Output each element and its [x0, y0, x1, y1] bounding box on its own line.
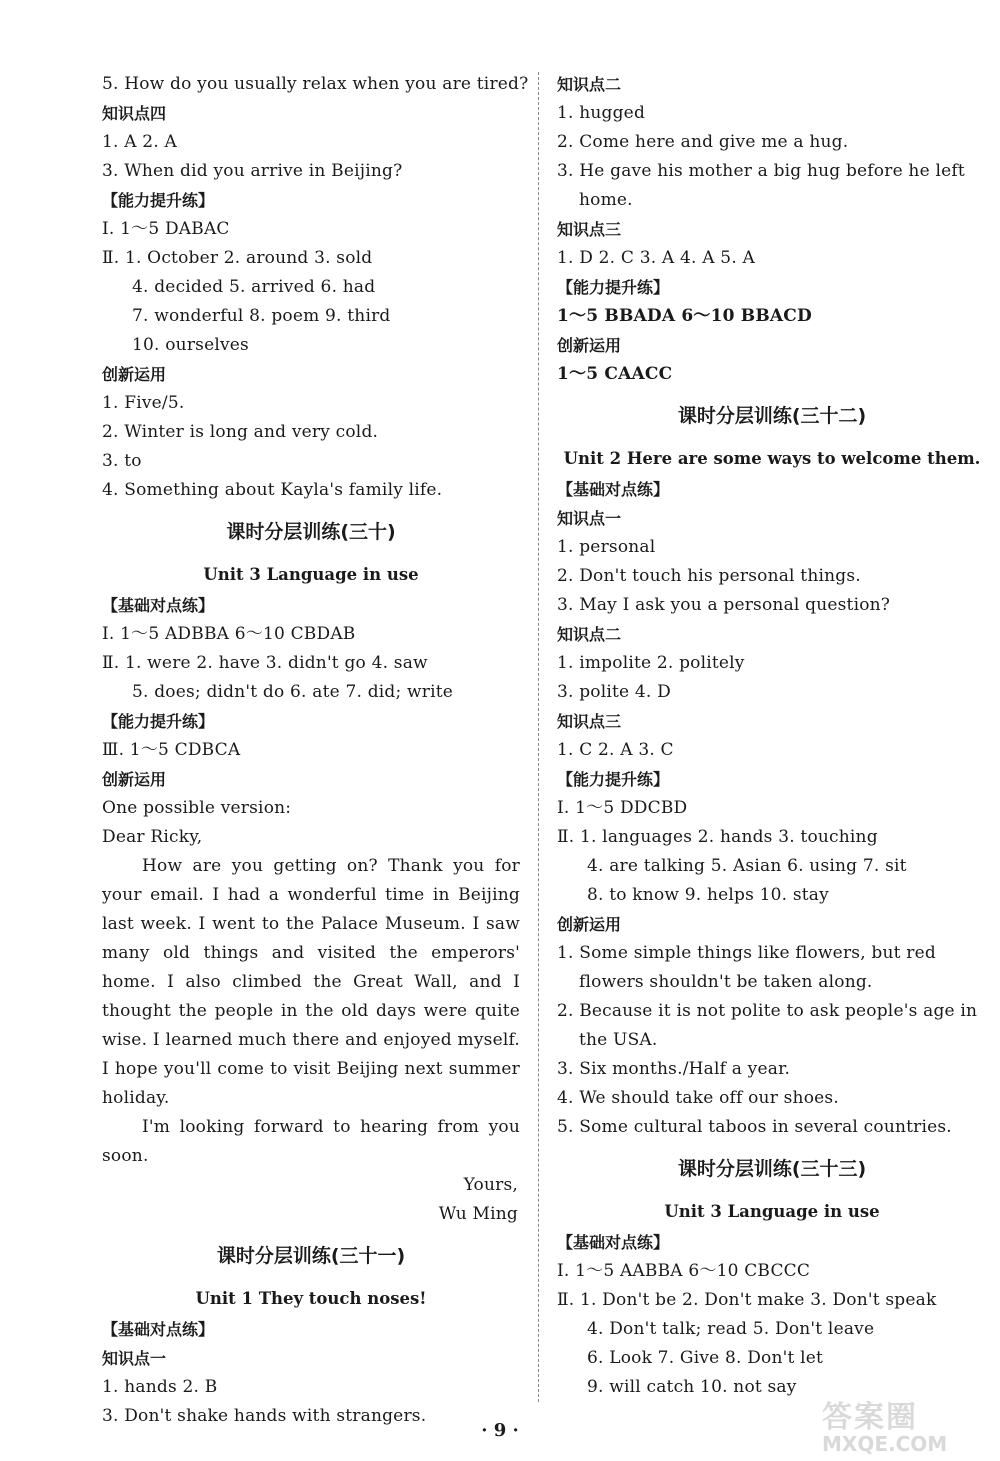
answer-line: Ⅲ. 1～5 CDBCA: [102, 740, 241, 760]
section-heading: 创新运用: [102, 365, 167, 384]
answer-line: 3. to: [102, 451, 142, 471]
answer-line: 4. Don't talk; read 5. Don't leave: [587, 1319, 875, 1339]
answer-line: Ⅰ. 1～5 ADBBA 6～10 CBDAB: [102, 624, 356, 644]
answer-line: 1. hugged: [557, 103, 646, 123]
letter-paragraph: I'm looking forward to hearing from you soon.: [102, 1117, 520, 1166]
answer-line: 8. to know 9. helps 10. stay: [587, 885, 829, 905]
answer-line: Dear Ricky,: [102, 827, 203, 847]
lesson-title: 课时分层训练(三十三): [677, 1158, 867, 1180]
answer-line: 3. May I ask you a personal question?: [557, 595, 891, 615]
answer-line: One possible version:: [102, 798, 292, 818]
letter-signature: Wu Ming: [438, 1204, 518, 1224]
answer-line: 9. will catch 10. not say: [587, 1377, 797, 1397]
answer-line: 1～5 CAACC: [557, 364, 673, 384]
section-heading: 【基础对点练】: [557, 1233, 670, 1252]
answer-line: 1. hands 2. B: [102, 1377, 218, 1397]
answer-line: 1. D 2. C 3. A 4. A 5. A: [557, 248, 756, 268]
answer-line: 3. Don't shake hands with strangers.: [102, 1406, 427, 1426]
section-heading: 知识点三: [557, 220, 622, 239]
answer-line: Ⅱ. 1. Don't be 2. Don't make 3. Don't speak: [557, 1290, 937, 1310]
unit-heading: Unit 2 Here are some ways to welcome them.: [563, 449, 981, 468]
answer-line: 1. Five/5.: [102, 393, 185, 413]
section-heading: 创新运用: [557, 336, 622, 355]
section-heading: 创新运用: [102, 770, 167, 789]
letter-paragraph: How are you getting on? Thank you for your email. I had a wonderful time in Beijing last week. I went to the Palace Museum. I saw many old things and visited the emperors' home. I also climbed the Great Wall, and I thought the people in the old days were quite wise. I learned much there and enjoyed myself. I hope you'll come to visit Beijing next summer holiday.: [102, 856, 520, 1108]
watermark-url: MXQE.COM: [822, 1432, 948, 1456]
section-heading: 【能力提升练】: [102, 191, 215, 210]
answer-line: 1. impolite 2. politely: [557, 653, 745, 673]
watermark-logo: [822, 1392, 992, 1454]
unit-heading: Unit 3 Language in use: [203, 565, 419, 584]
answer-line: 1. A 2. A: [102, 132, 178, 152]
answer-line: 2. Come here and give me a hug.: [557, 132, 849, 152]
answer-line: 1. Some simple things like flowers, but red flowers shouldn't be taken along.: [557, 943, 936, 992]
answer-line: 2. Because it is not polite to ask people's age in the USA.: [557, 1001, 978, 1050]
lesson-title: 课时分层训练(三十): [226, 521, 396, 543]
answer-line: 3. When did you arrive in Beijing?: [102, 161, 403, 181]
answer-line: 5. Some cultural taboos in several countries.: [557, 1117, 952, 1137]
answer-line: 2. Winter is long and very cold.: [102, 422, 379, 442]
section-heading: 知识点一: [102, 1349, 167, 1368]
section-heading: 【基础对点练】: [557, 480, 670, 499]
lesson-title: 课时分层训练(三十二): [677, 405, 867, 427]
section-heading: 【能力提升练】: [557, 770, 670, 789]
answer-line: Ⅰ. 1～5 DABAC: [102, 219, 230, 239]
unit-heading: Unit 3 Language in use: [664, 1202, 880, 1221]
watermark-text: 答案圈: [822, 1400, 918, 1435]
section-heading: 【基础对点练】: [102, 1320, 215, 1339]
right-column: [557, 70, 987, 1402]
unit-heading: Unit 1 They touch noses!: [195, 1289, 427, 1308]
answer-line: Ⅰ. 1～5 AABBA 6～10 CBCCC: [557, 1261, 811, 1281]
answer-line: 4. are talking 5. Asian 6. using 7. sit: [587, 856, 907, 876]
answer-line: 3. Six months./Half a year.: [557, 1059, 791, 1079]
answer-line: Ⅱ. 1. October 2. around 3. sold: [102, 248, 373, 268]
answer-line: Ⅱ. 1. were 2. have 3. didn't go 4. saw: [102, 653, 428, 673]
answer-line: Ⅰ. 1～5 DDCBD: [557, 798, 688, 818]
answer-line: 6. Look 7. Give 8. Don't let: [587, 1348, 824, 1368]
section-heading: 知识点二: [557, 75, 622, 94]
answer-line: Ⅱ. 1. languages 2. hands 3. touching: [557, 827, 878, 847]
left-column: [102, 70, 529, 1431]
answer-line: 1～5 BBADA 6～10 BBACD: [557, 306, 812, 326]
answer-line: 3. polite 4. D: [557, 682, 671, 702]
answer-line: 4. We should take off our shoes.: [557, 1088, 839, 1108]
answer-line: 5. How do you usually relax when you are tired?: [102, 74, 529, 94]
section-heading: 知识点一: [557, 509, 622, 528]
answer-line: 10. ourselves: [132, 335, 249, 355]
answer-line: 2. Don't touch his personal things.: [557, 566, 861, 586]
answer-line: 4. Something about Kayla's family life.: [102, 480, 443, 500]
lesson-title: 课时分层训练(三十一): [216, 1245, 406, 1267]
answer-line: 1. C 2. A 3. C: [557, 740, 674, 760]
column-divider: [538, 72, 539, 1402]
answer-line: 7. wonderful 8. poem 9. third: [132, 306, 391, 326]
section-heading: 知识点四: [102, 104, 167, 123]
answer-line: 1. personal: [557, 537, 656, 557]
section-heading: 【基础对点练】: [102, 596, 215, 615]
section-heading: 知识点三: [557, 712, 622, 731]
answer-line: 3. He gave his mother a big hug before he left home.: [557, 161, 965, 210]
letter-signature: Yours,: [463, 1175, 518, 1195]
answer-line: 4. decided 5. arrived 6. had: [132, 277, 376, 297]
section-heading: 创新运用: [557, 915, 622, 934]
section-heading: 【能力提升练】: [557, 278, 670, 297]
section-heading: 【能力提升练】: [102, 712, 215, 731]
answer-line: 5. does; didn't do 6. ate 7. did; write: [132, 682, 454, 702]
page-number: · 9 ·: [481, 1420, 519, 1441]
section-heading: 知识点二: [557, 625, 622, 644]
